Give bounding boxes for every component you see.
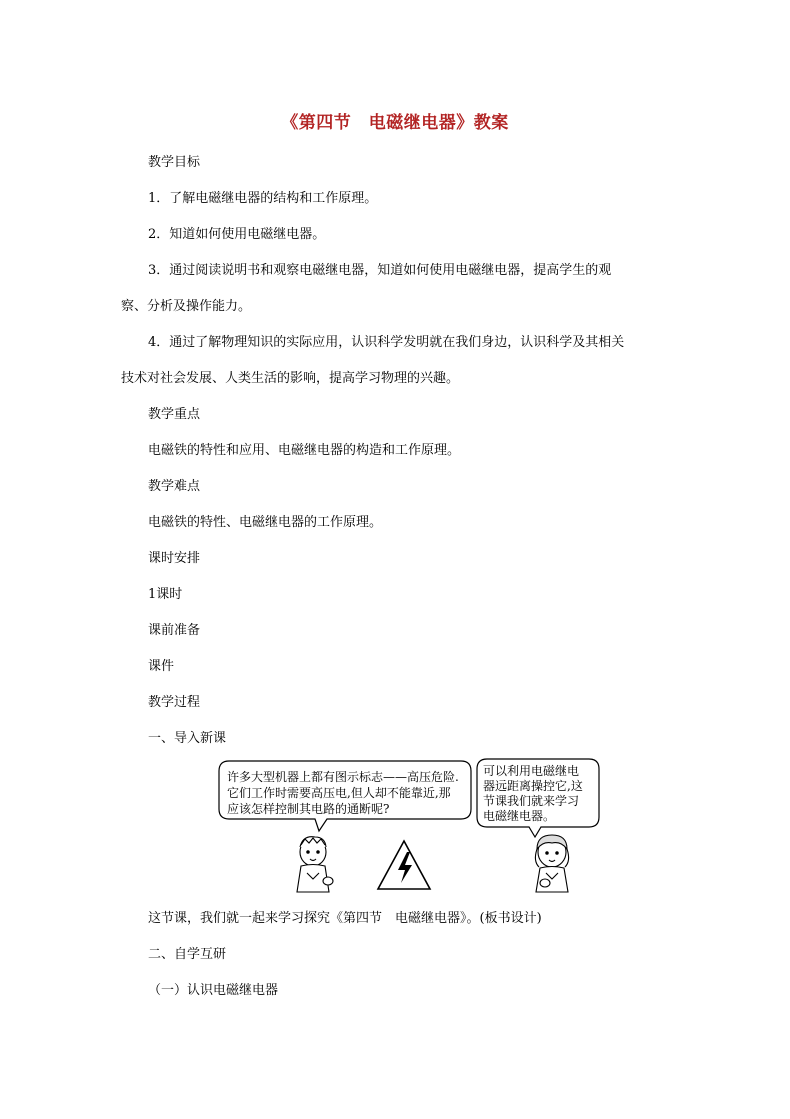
- heading-difficulties: 教学难点: [148, 479, 201, 494]
- high-voltage-warning-icon: [378, 841, 430, 889]
- schedule-text: 1课时: [148, 587, 183, 602]
- heading-preparation: 课前准备: [148, 623, 201, 638]
- section-2-heading: 二、自学互研: [148, 947, 227, 962]
- section-1-heading: 一、导入新课: [148, 731, 227, 746]
- objective-4-line-1: 4．通过了解物理知识的实际应用，认识科学发明就在我们身边，认识科学及其相关: [148, 335, 625, 350]
- heading-process: 教学过程: [148, 695, 201, 710]
- left-bubble-line-3: 应该怎样控制其电路的通断呢?: [227, 802, 390, 816]
- intro-closing-text: 这节课，我们就一起来学习探究《第四节 电磁继电器》。(板书设计): [148, 911, 542, 926]
- girl-figure: [535, 835, 568, 892]
- intro-illustration: [215, 757, 603, 900]
- objective-4-line-2: 技术对社会发展、人类生活的影响，提高学习物理的兴趣。: [121, 371, 460, 386]
- key-points-text: 电磁铁的特性和应用、电磁继电器的构造和工作原理。: [148, 443, 461, 458]
- right-bubble-line-1: 可以利用电磁继电: [483, 764, 580, 778]
- illustration-svg: [215, 757, 603, 900]
- left-bubble-line-2: 它们工作时需要高压电,但人却不能靠近,那: [227, 786, 451, 800]
- difficulties-text: 电磁铁的特性、电磁继电器的工作原理。: [148, 515, 383, 530]
- right-bubble-line-4: 电磁继电器。: [483, 809, 556, 823]
- right-bubble-line-3: 节课我们就来学习: [483, 794, 580, 808]
- document-title: 《第四节 电磁继电器》教案: [281, 113, 509, 133]
- right-bubble-line-2: 器远距离操控它,这: [483, 779, 583, 793]
- heading-objectives: 教学目标: [148, 155, 201, 170]
- objective-1: 1．了解电磁继电器的结构和工作原理。: [148, 191, 378, 206]
- heading-schedule: 课时安排: [148, 551, 201, 566]
- preparation-text: 课件: [148, 659, 175, 674]
- left-bubble-line-1: 许多大型机器上都有图示标志——高压危险.: [227, 770, 459, 784]
- subsection-1-heading: （一）认识电磁继电器: [148, 983, 279, 998]
- objective-3-line-2: 察、分析及操作能力。: [121, 299, 252, 314]
- objective-3-line-1: 3．通过阅读说明书和观察电磁继电器，知道如何使用电磁继电器，提高学生的观: [148, 263, 612, 278]
- objective-2: 2．知道如何使用电磁继电器。: [148, 227, 326, 242]
- heading-key-points: 教学重点: [148, 407, 201, 422]
- boy-figure: [297, 837, 333, 892]
